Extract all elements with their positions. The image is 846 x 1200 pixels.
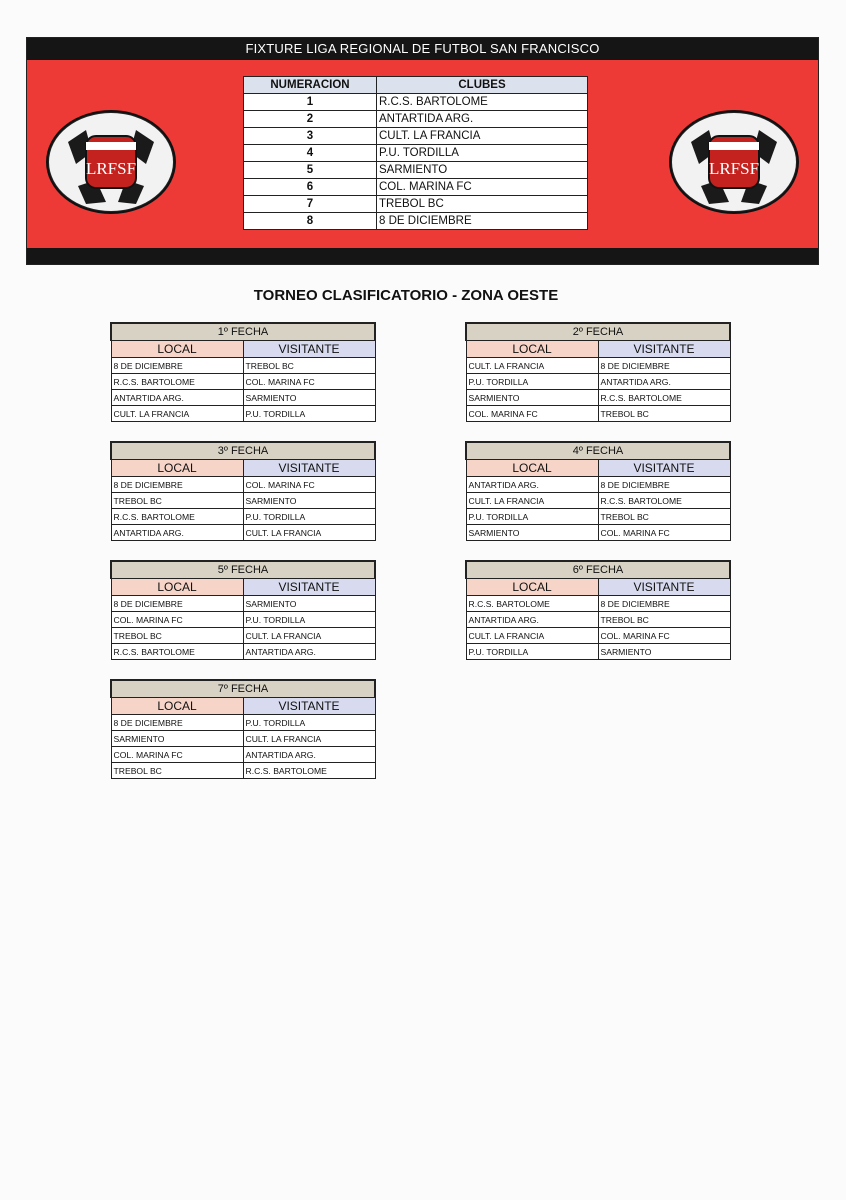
visitante-team: SARMIENTO <box>598 644 730 660</box>
logo-text: LRFSF <box>85 159 137 178</box>
local-team: SARMIENTO <box>466 525 598 541</box>
local-header: LOCAL <box>466 341 598 358</box>
visitante-team: CULT. LA FRANCIA <box>243 731 375 747</box>
club-name: ANTARTIDA ARG. <box>377 111 588 128</box>
local-team: CULT. LA FRANCIA <box>466 628 598 644</box>
match-row <box>466 525 730 541</box>
match-row <box>111 493 375 509</box>
league-logo-right <box>669 110 799 214</box>
visitante-team: P.U. TORDILLA <box>243 509 375 525</box>
local-header: LOCAL <box>466 579 598 596</box>
club-row <box>244 128 588 145</box>
section-title: TORNEO CLASIFICATORIO - ZONA OESTE <box>253 287 559 304</box>
club-number: 4 <box>244 145 377 162</box>
local-header: LOCAL <box>111 341 243 358</box>
visitante-team: COL. MARINA FC <box>598 525 730 541</box>
club-number: 3 <box>244 128 377 145</box>
local-team: COL. MARINA FC <box>111 747 243 763</box>
local-team: 8 DE DICIEMBRE <box>111 477 243 493</box>
league-logo-left <box>46 110 176 214</box>
visitante-team: TREBOL BC <box>598 406 730 422</box>
visitante-team: ANTARTIDA ARG. <box>243 644 375 660</box>
fecha-table <box>110 679 376 779</box>
visitante-team: COL. MARINA FC <box>243 374 375 390</box>
club-name: TREBOL BC <box>377 196 588 213</box>
local-team: COL. MARINA FC <box>111 612 243 628</box>
fecha-table <box>110 560 376 660</box>
local-team: ANTARTIDA ARG. <box>111 525 243 541</box>
local-header: LOCAL <box>111 460 243 477</box>
club-number: 2 <box>244 111 377 128</box>
fecha-title: 6º FECHA <box>466 561 730 579</box>
match-row <box>111 406 375 422</box>
local-header: LOCAL <box>111 698 243 715</box>
club-number: 7 <box>244 196 377 213</box>
visitante-team: ANTARTIDA ARG. <box>598 374 730 390</box>
local-team: P.U. TORDILLA <box>466 644 598 660</box>
match-row <box>466 493 730 509</box>
visitante-team: COL. MARINA FC <box>598 628 730 644</box>
local-team: R.C.S. BARTOLOME <box>466 596 598 612</box>
visitante-team: CULT. LA FRANCIA <box>243 525 375 541</box>
match-row <box>111 763 375 779</box>
visitante-team: COL. MARINA FC <box>243 477 375 493</box>
match-row <box>466 509 730 525</box>
visitante-team: SARMIENTO <box>243 493 375 509</box>
fecha-title: 1º FECHA <box>111 323 375 341</box>
match-row <box>111 509 375 525</box>
visitante-team: 8 DE DICIEMBRE <box>598 596 730 612</box>
match-row <box>466 596 730 612</box>
club-name: COL. MARINA FC <box>377 179 588 196</box>
local-team: ANTARTIDA ARG. <box>466 612 598 628</box>
match-row <box>111 477 375 493</box>
fecha-title: 2º FECHA <box>466 323 730 341</box>
local-team: 8 DE DICIEMBRE <box>111 715 243 731</box>
logo-text: LRFSF <box>708 159 760 178</box>
visitante-team: P.U. TORDILLA <box>243 406 375 422</box>
match-row <box>466 374 730 390</box>
fecha-table <box>465 322 731 422</box>
fecha-title: 7º FECHA <box>111 680 375 698</box>
local-team: TREBOL BC <box>111 763 243 779</box>
visitante-team: TREBOL BC <box>598 509 730 525</box>
match-row <box>111 644 375 660</box>
local-team: COL. MARINA FC <box>466 406 598 422</box>
visitante-header: VISITANTE <box>243 460 375 477</box>
club-name: R.C.S. BARTOLOME <box>377 94 588 111</box>
local-team: CULT. LA FRANCIA <box>466 493 598 509</box>
visitante-team: CULT. LA FRANCIA <box>243 628 375 644</box>
local-team: SARMIENTO <box>466 390 598 406</box>
fecha-table <box>465 560 731 660</box>
club-number: 8 <box>244 213 377 230</box>
match-row <box>111 747 375 763</box>
match-row <box>466 477 730 493</box>
visitante-team: R.C.S. BARTOLOME <box>243 763 375 779</box>
club-row <box>244 145 588 162</box>
match-row <box>466 644 730 660</box>
visitante-team: SARMIENTO <box>243 390 375 406</box>
club-row <box>244 162 588 179</box>
club-number: 1 <box>244 94 377 111</box>
visitante-header: VISITANTE <box>598 579 730 596</box>
match-row <box>111 358 375 374</box>
local-team: CULT. LA FRANCIA <box>111 406 243 422</box>
visitante-team: 8 DE DICIEMBRE <box>598 358 730 374</box>
club-name: 8 DE DICIEMBRE <box>377 213 588 230</box>
fecha-table <box>110 322 376 422</box>
visitante-team: P.U. TORDILLA <box>243 612 375 628</box>
clubs-table <box>243 76 588 230</box>
club-row <box>244 196 588 213</box>
match-row <box>466 612 730 628</box>
club-row <box>244 94 588 111</box>
local-team: SARMIENTO <box>111 731 243 747</box>
local-team: TREBOL BC <box>111 628 243 644</box>
visitante-team: 8 DE DICIEMBRE <box>598 477 730 493</box>
visitante-team: SARMIENTO <box>243 596 375 612</box>
visitante-header: VISITANTE <box>243 341 375 358</box>
match-row <box>111 596 375 612</box>
local-header: LOCAL <box>111 579 243 596</box>
visitante-header: VISITANTE <box>243 579 375 596</box>
match-row <box>111 731 375 747</box>
banner-bottom-bar <box>27 248 818 264</box>
header-banner <box>26 37 819 265</box>
local-header: LOCAL <box>466 460 598 477</box>
visitante-header: VISITANTE <box>598 460 730 477</box>
fecha-table <box>110 441 376 541</box>
match-row <box>466 406 730 422</box>
local-team: ANTARTIDA ARG. <box>111 390 243 406</box>
club-number: 5 <box>244 162 377 179</box>
club-name: CULT. LA FRANCIA <box>377 128 588 145</box>
banner-title: FIXTURE LIGA REGIONAL DE FUTBOL SAN FRANCISCO <box>27 38 818 60</box>
visitante-team: R.C.S. BARTOLOME <box>598 493 730 509</box>
club-name: SARMIENTO <box>377 162 588 179</box>
visitante-team: P.U. TORDILLA <box>243 715 375 731</box>
visitante-header: VISITANTE <box>243 698 375 715</box>
match-row <box>111 612 375 628</box>
club-row <box>244 213 588 230</box>
match-row <box>111 390 375 406</box>
clubs-header-club: CLUBES <box>377 77 588 94</box>
visitante-team: R.C.S. BARTOLOME <box>598 390 730 406</box>
match-row <box>466 358 730 374</box>
visitante-team: ANTARTIDA ARG. <box>243 747 375 763</box>
match-row <box>111 525 375 541</box>
match-row <box>111 374 375 390</box>
local-team: R.C.S. BARTOLOME <box>111 509 243 525</box>
local-team: R.C.S. BARTOLOME <box>111 374 243 390</box>
club-row <box>244 111 588 128</box>
local-team: R.C.S. BARTOLOME <box>111 644 243 660</box>
fecha-table <box>465 441 731 541</box>
club-name: P.U. TORDILLA <box>377 145 588 162</box>
visitante-team: TREBOL BC <box>598 612 730 628</box>
clubs-header-num: NUMERACION <box>244 77 377 94</box>
local-team: ANTARTIDA ARG. <box>466 477 598 493</box>
fecha-title: 3º FECHA <box>111 442 375 460</box>
match-row <box>111 628 375 644</box>
local-team: P.U. TORDILLA <box>466 374 598 390</box>
club-number: 6 <box>244 179 377 196</box>
club-row <box>244 179 588 196</box>
visitante-team: TREBOL BC <box>243 358 375 374</box>
match-row <box>466 628 730 644</box>
visitante-header: VISITANTE <box>598 341 730 358</box>
local-team: P.U. TORDILLA <box>466 509 598 525</box>
match-row <box>466 390 730 406</box>
local-team: 8 DE DICIEMBRE <box>111 596 243 612</box>
match-row <box>111 715 375 731</box>
local-team: 8 DE DICIEMBRE <box>111 358 243 374</box>
fecha-title: 4º FECHA <box>466 442 730 460</box>
local-team: TREBOL BC <box>111 493 243 509</box>
fecha-title: 5º FECHA <box>111 561 375 579</box>
local-team: CULT. LA FRANCIA <box>466 358 598 374</box>
